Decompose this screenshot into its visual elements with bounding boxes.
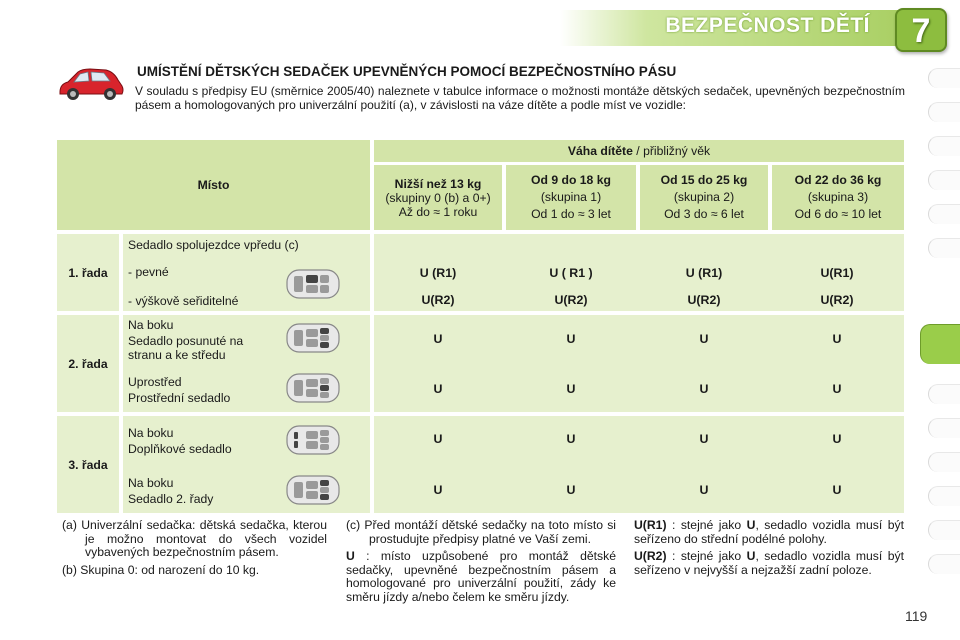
side-tab[interactable]: [928, 384, 960, 404]
side-tab[interactable]: [928, 238, 960, 258]
row-1-label: 1. řada: [68, 265, 108, 280]
value-r1a-2: U (R1): [685, 266, 723, 280]
value-r2b-1: U: [566, 382, 576, 396]
row-3-label-cell: [57, 416, 119, 513]
value-r1b-0: U(R2): [421, 293, 455, 307]
row-3-b-line-2: Sedadlo 2. řady: [128, 492, 214, 506]
row-2-label-cell: [57, 315, 119, 412]
value-r2b-3: U: [832, 382, 842, 396]
place-header-cell: [57, 140, 370, 230]
value-r2b-0: U: [433, 382, 443, 396]
row-1-line-3: - výškově seřiditelné: [128, 294, 239, 308]
side-tab[interactable]: [928, 170, 960, 190]
value-r2a-3: U: [832, 332, 842, 346]
row-3-a-line-2: Doplňkové sedadlo: [128, 442, 232, 456]
value-r1a-0: U (R1): [419, 266, 457, 280]
notes-column-3: [634, 519, 904, 577]
side-tab[interactable]: [928, 136, 960, 156]
row-1-line-1: Sedadlo spolujezdce vpředu (c): [128, 238, 299, 252]
value-r3a-1: U: [566, 432, 576, 446]
chapter-header: [0, 0, 960, 52]
row-2-a-line-1: Na boku: [128, 318, 174, 332]
value-r3a-3: U: [832, 432, 842, 446]
value-r3a-2: U: [699, 432, 709, 446]
value-r3a-0: U: [433, 432, 443, 446]
row-2-label: 2. řada: [68, 356, 108, 371]
note-c: (c) Před montáží dětské sedačky na toto místo si prostudujte předpisy platné ve Vaší zemi.: [346, 518, 616, 546]
value-r3b-2: U: [699, 483, 709, 497]
row-3-b-line-1: Na boku: [128, 476, 174, 490]
seat-diagram-third-row2: [286, 474, 340, 506]
side-tab[interactable]: [928, 68, 960, 88]
place-header: Místo: [197, 178, 230, 192]
notes-column-1: [62, 519, 327, 577]
row-1-line-2: - pevné: [128, 265, 169, 279]
row-2-a-line-2: Sedadlo posunuté na: [128, 334, 244, 348]
chapter-badge: [895, 8, 947, 52]
group-1-header: Od 9 do 18 kg (skupina 1) Od 1 do ≈ 3 let: [506, 165, 636, 230]
notes-column-2: [346, 519, 616, 605]
note-b: (b) Skupina 0: od narození do 10 kg.: [62, 562, 260, 577]
chapter-number: 7: [911, 12, 931, 50]
value-r3b-0: U: [433, 483, 443, 497]
row-2-b-line-1: Uprostřed: [128, 375, 182, 389]
weight-header-cell: [374, 140, 904, 162]
value-r1a-1: U ( R1 ): [549, 266, 593, 280]
value-r2a-1: U: [566, 332, 576, 346]
side-tab[interactable]: [928, 520, 960, 540]
value-r2a-0: U: [433, 332, 443, 346]
seat-diagram-second-center: [286, 372, 340, 404]
value-r1b-1: U(R2): [554, 293, 588, 307]
side-tab[interactable]: [928, 452, 960, 472]
seat-diagram-third-extra: [286, 424, 340, 456]
weight-header: Váha dítěte / přibližný věk: [567, 144, 711, 158]
side-tab[interactable]: [928, 418, 960, 438]
group-3-header: Od 22 do 36 kg (skupina 3) Od 6 do ≈ 10 let: [772, 165, 904, 230]
side-tab[interactable]: [928, 486, 960, 506]
side-tab-active[interactable]: [920, 324, 960, 364]
value-r2b-2: U: [699, 382, 709, 396]
note-a: (a) Univerzální sedačka: dětská sedačka, kterou je možno montovat do všech vozidel vybavených bezpečnostním pásem.: [62, 518, 327, 560]
side-tab[interactable]: [928, 102, 960, 122]
value-r1a-3: U(R1): [820, 266, 854, 280]
row-2-a-line-3: stranu a ke středu: [128, 348, 226, 362]
side-tab[interactable]: [928, 204, 960, 224]
row-2-b-line-2: Prostřední sedadlo: [128, 391, 231, 405]
value-r1b-2: U(R2): [687, 293, 721, 307]
car-icon: [56, 64, 126, 104]
note-r1: U(R1) : stejné jako U, sedadlo vozidla musí být seřízeno do střední podélné polohy.: [634, 518, 905, 546]
row-3-label: 3. řada: [68, 457, 108, 472]
group-2-header: Od 15 do 25 kg (skupina 2) Od 3 do ≈ 6 let: [640, 165, 768, 230]
row-2-values-cell: [374, 315, 904, 412]
group-0-header: Nižší než 13 kg (skupiny 0 (b) a 0+) Až do ≈ 1 roku: [374, 165, 502, 230]
chapter-side-tabs: [928, 68, 960, 628]
row-3-values-cell: [374, 416, 904, 513]
value-r1b-3: U(R2): [820, 293, 854, 307]
intro-paragraph: V souladu s předpisy EU (směrnice 2005/40) naleznete v tabulce informace o možnosti montáže dětských sedaček, upevněných bezpečnostním pásem a homologovaných pro univerzální použití (a), v závislosti na váze dítěte a podle míst ve vozidle:: [135, 84, 905, 112]
note-u: U : místo uzpůsobené pro montáž dětské sedačky, upevněné bezpečnostním pásem a homologované pro univerzální použití, zády ke směru jízdy a/nebo čelem ke směru jízdy.: [346, 549, 616, 604]
side-tab[interactable]: [928, 554, 960, 574]
value-r3b-1: U: [566, 483, 576, 497]
value-r2a-2: U: [699, 332, 709, 346]
row-3-a-line-1: Na boku: [128, 426, 174, 440]
row-1-label-cell: [57, 234, 119, 311]
value-r3b-3: U: [832, 483, 842, 497]
section-title: UMÍSTĚNÍ DĚTSKÝCH SEDAČEK UPEVNĚNÝCH POMOCÍ BEZPEČNOSTNÍHO PÁSU: [137, 64, 677, 79]
seat-diagram-second-side: [286, 322, 340, 354]
note-r2: U(R2) : stejné jako U, sedadlo vozidla musí být seřízeno v nejvyšší a nejzažší zadní poloze.: [634, 549, 905, 577]
page-number: 119: [905, 608, 928, 624]
seat-diagram-front: [286, 268, 340, 300]
chapter-title: BEZPEČNOST DĚTÍ: [665, 14, 870, 37]
